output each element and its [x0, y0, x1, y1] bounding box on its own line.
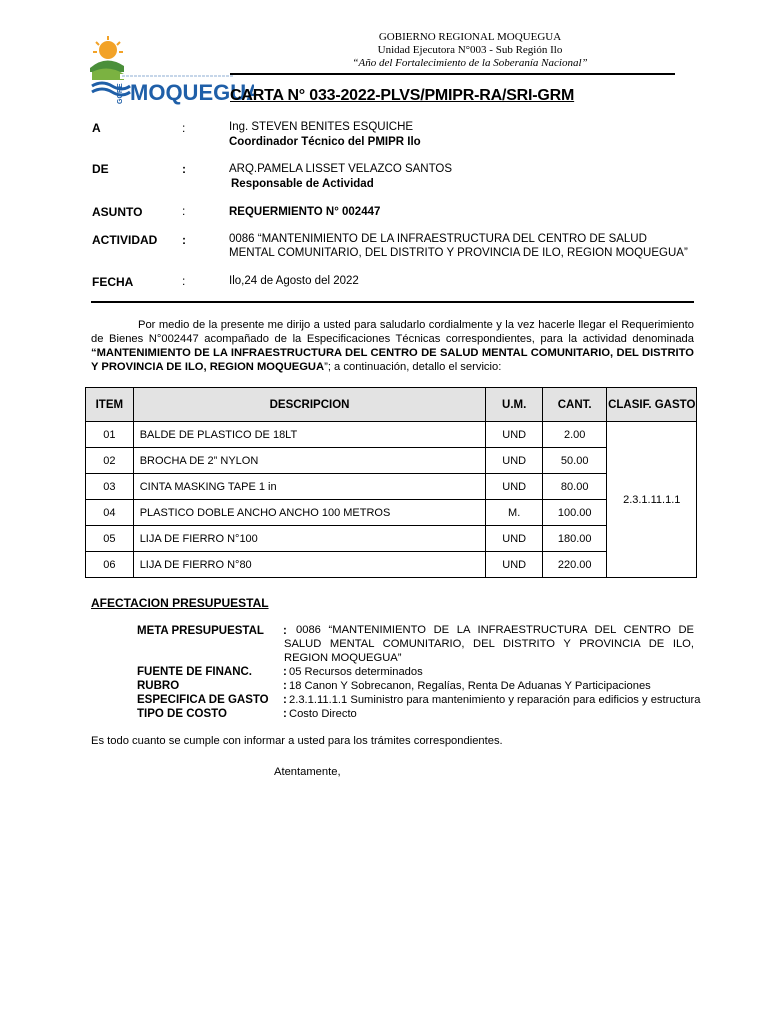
table-row [86, 552, 697, 578]
spending-spec-colon: : [283, 694, 287, 706]
cell-unit: UND [486, 552, 543, 578]
table-row [86, 474, 697, 500]
cell-unit: UND [486, 526, 543, 552]
cell-quantity: 100.00 [542, 500, 607, 526]
cell-quantity: 80.00 [542, 474, 607, 500]
to-name: Ing. STEVEN BENITES ESQUICHE [229, 121, 414, 133]
letter-title: CARTA N° 033-2022-PLVS/PMIPR-RA/SRI-GRM [230, 87, 575, 104]
cell-unit: UND [486, 474, 543, 500]
date-label: FECHA [92, 275, 134, 289]
closing-sentence: Es todo cuanto se cumple con informar a usted para los trámites correspondientes. [91, 735, 503, 747]
table-row [86, 526, 697, 552]
rubro-value: 18 Canon Y Sobrecanon, Regalías, Renta De Aduanas Y Participaciones [289, 680, 651, 692]
table-row [86, 422, 697, 448]
cell-quantity: 50.00 [542, 448, 607, 474]
cell-description: LIJA DE FIERRO N°100 [133, 526, 486, 552]
activity-line-1: 0086 “MANTENIMIENTO DE LA INFRAESTRUCTURA DEL CENTRO DE SALUD [229, 233, 647, 245]
cell-item: 03 [86, 474, 134, 500]
requirements-table [85, 387, 697, 578]
header-year-motto: “Año del Fortalecimiento de la Soberanía Nacional” [352, 57, 588, 69]
col-header-description: DESCRIPCION [133, 388, 486, 422]
subject-label: ASUNTO [92, 205, 143, 219]
cell-description: PLASTICO DOBLE ANCHO ANCHO 100 METROS [133, 500, 486, 526]
date-colon: : [182, 274, 186, 288]
budget-goal-colon: : [283, 625, 287, 637]
spending-spec-label: ESPECIFICA DE GASTO [137, 694, 269, 706]
cell-quantity: 2.00 [542, 422, 607, 448]
from-name: ARQ.PAMELA LISSET VELAZCO SANTOS [229, 163, 453, 175]
funding-source-label: FUENTE DE FINANC. [137, 666, 252, 678]
table-header-row [86, 388, 697, 422]
intro-activity-name: “MANTENIMIENTO DE LA INFRAESTRUCTURA DEL CENTRO DE SALUD MENTAL COMUNITARIO, DEL DISTRITO Y PROVINCIA DE ILO, REGION MOQUEGUA [91, 347, 694, 373]
section-divider [91, 301, 694, 303]
activity-colon: : [182, 233, 186, 247]
logo-wordmark-text: MOQUEGUA [130, 80, 254, 105]
cell-description: LIJA DE FIERRO N°80 [133, 552, 486, 578]
funding-source-value: 05 Recursos determinados [289, 666, 423, 678]
rubro-label: RUBRO [137, 680, 180, 692]
cost-type-label: TIPO DE COSTO [137, 708, 227, 720]
header-executing-unit: Unidad Ejecutora N°003 - Sub Región Ilo [377, 44, 563, 56]
budget-section-title: AFECTACION PRESUPUESTAL [91, 596, 269, 610]
cell-item: 01 [86, 422, 134, 448]
to-colon: : [182, 121, 186, 135]
cell-item: 04 [86, 500, 134, 526]
cell-description: BALDE DE PLASTICO DE 18LT [133, 422, 486, 448]
funding-source-colon: : [283, 666, 287, 678]
from-role: Responsable de Actividad [231, 178, 374, 190]
subject-colon: : [182, 204, 186, 218]
rubro-colon: : [283, 680, 287, 692]
header-divider [230, 73, 675, 75]
col-header-unit: U.M. [486, 388, 543, 422]
from-colon: : [182, 162, 186, 176]
cell-unit: M. [486, 500, 543, 526]
regards-text: Atentamente, [274, 766, 341, 778]
cell-unit: UND [486, 448, 543, 474]
activity-label: ACTIVIDAD [92, 233, 158, 247]
date-value: Ilo,24 de Agosto del 2022 [229, 275, 359, 287]
cell-item: 06 [86, 552, 134, 578]
cell-description: BROCHA DE 2” NYLON [133, 448, 486, 474]
header-government-name: GOBIERNO REGIONAL MOQUEGUA [378, 31, 562, 43]
cell-quantity: 220.00 [542, 552, 607, 578]
logo-prefix-text: GORE [117, 83, 124, 104]
cell-classification: 2.3.1.11.1.1 [607, 422, 697, 578]
cell-description: CINTA MASKING TAPE 1 in [133, 474, 486, 500]
cell-unit: UND [486, 422, 543, 448]
cell-item: 05 [86, 526, 134, 552]
to-label: A [92, 121, 101, 135]
gore-moquegua-logo [84, 34, 254, 108]
subject-value: REQUERMIENTO N° 002447 [229, 206, 381, 218]
spending-spec-value: 2.3.1.11.1.1 Suministro para mantenimiento y reparación para edificios y estructura [289, 694, 701, 706]
table-row [86, 448, 697, 474]
intro-paragraph [91, 318, 694, 374]
budget-goal-label: META PRESUPUESTAL [137, 625, 264, 637]
col-header-quantity: CANT. [542, 388, 607, 422]
col-header-classification: CLASIF. GASTO [607, 388, 697, 422]
table-row [86, 500, 697, 526]
intro-text: Por medio de la presente me dirijo a usted para saludarlo cordialmente y la vez hacerle llegar el Requerimiento de Bienes N°002447 acompañado de la Especificaciones Técnicas correspondientes, para la actividad denominada [91, 319, 694, 345]
intro-tail: ”; a continuación, detallo el servicio: [324, 361, 502, 373]
activity-line-2: MENTAL COMUNITARIO, DEL DISTRITO Y PROVINCIA DE ILO, REGION MOQUEGUA” [229, 247, 688, 259]
from-label: DE [92, 162, 109, 176]
cell-quantity: 180.00 [542, 526, 607, 552]
budget-goal-value: 0086 “MANTENIMIENTO DE LA INFRAESTRUCTURA DEL CENTRO DE SALUD MENTAL COMUNITARIO, DEL DISTRITO Y PROVINCIA DE ILO, REGION MOQUEGUA” [284, 624, 694, 664]
cost-type-colon: : [283, 708, 287, 720]
cost-type-value: Costo Directo [289, 708, 357, 720]
to-role: Coordinador Técnico del PMIPR Ilo [229, 136, 421, 148]
col-header-item: ITEM [86, 388, 134, 422]
cell-item: 02 [86, 448, 134, 474]
